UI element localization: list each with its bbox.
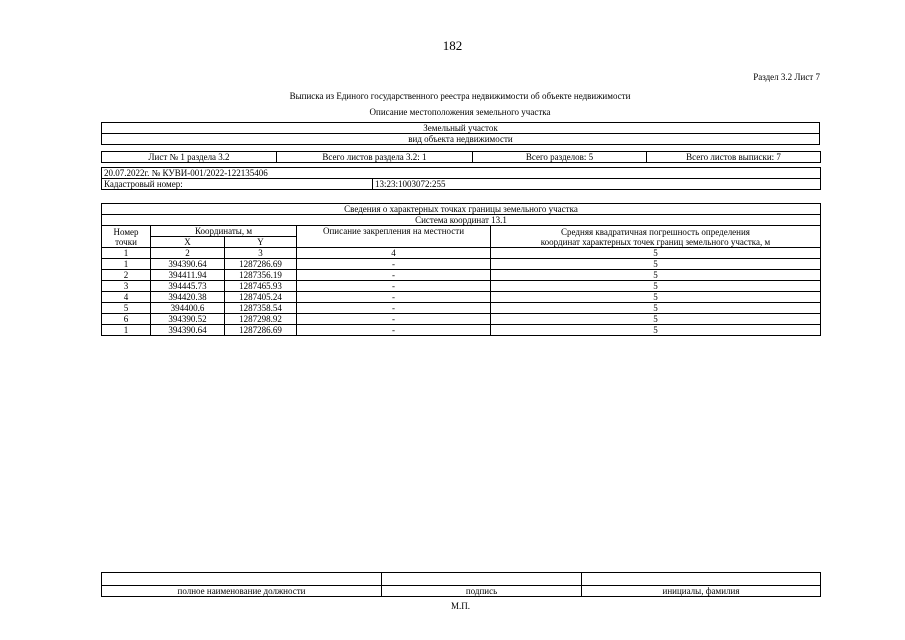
sheet-number: Лист № 1 раздела 3.2 — [102, 152, 277, 163]
table-row — [102, 325, 821, 336]
col-x: X — [151, 237, 225, 248]
point-number: 5 — [102, 303, 151, 314]
point-description: - — [297, 281, 491, 292]
document-title: Выписка из Единого государственного реестра недвижимости об объекте недвижимости — [289, 91, 631, 101]
point-x: 394420.38 — [151, 292, 225, 303]
col-error-line1: Средняя квадратичная погрешность определения — [561, 226, 750, 237]
table-row — [102, 281, 821, 292]
point-x: 394390.64 — [151, 259, 225, 270]
coordinate-system: Система координат 13.1 — [102, 215, 821, 226]
col-coordinates: Координаты, м — [151, 226, 297, 237]
index-cell: 2 — [151, 248, 225, 259]
signature-table — [101, 572, 821, 597]
point-description: - — [297, 314, 491, 325]
point-number: 1 — [102, 325, 151, 336]
boundary-points-table — [101, 203, 821, 336]
point-y: 1287465.93 — [225, 281, 297, 292]
point-error: 5 — [491, 314, 821, 325]
point-number: 6 — [102, 314, 151, 325]
point-error: 5 — [491, 259, 821, 270]
point-x: 394390.64 — [151, 325, 225, 336]
point-y: 1287286.69 — [225, 259, 297, 270]
index-cell: 5 — [491, 248, 821, 259]
point-y: 1287298.92 — [225, 314, 297, 325]
extract-sheets-total: Всего листов выписки: 7 — [647, 152, 821, 163]
cadastral-number-label: Кадастровый номер: — [102, 179, 373, 190]
signature-field — [382, 573, 582, 586]
point-x: 394390.52 — [151, 314, 225, 325]
position-field — [102, 573, 382, 586]
index-cell: 1 — [102, 248, 151, 259]
point-y: 1287358.54 — [225, 303, 297, 314]
col-description: Описание закрепления на местности — [297, 226, 491, 248]
object-type: Земельный участок — [102, 123, 820, 134]
index-cell: 4 — [297, 248, 491, 259]
point-x: 394445.73 — [151, 281, 225, 292]
point-y: 1287286.69 — [225, 325, 297, 336]
stamp-label: М.П. — [450, 601, 470, 611]
point-number: 3 — [102, 281, 151, 292]
point-error: 5 — [491, 325, 821, 336]
document-subtitle: Описание местоположения земельного участка — [369, 107, 551, 117]
point-x: 394411.94 — [151, 270, 225, 281]
point-error: 5 — [491, 292, 821, 303]
section-sheets-total: Всего листов раздела 3.2: 1 — [277, 152, 473, 163]
signature-caption: подпись — [382, 586, 582, 597]
point-description: - — [297, 259, 491, 270]
point-number: 1 — [102, 259, 151, 270]
table-row — [102, 303, 821, 314]
object-header-table — [101, 122, 820, 145]
sheet-info-table — [101, 151, 821, 163]
col-error — [491, 226, 821, 248]
col-point-number-line2: точки — [115, 236, 137, 247]
points-table-title: Сведения о характерных точках границы земельного участка — [102, 204, 821, 215]
table-row — [102, 270, 821, 281]
point-error: 5 — [491, 303, 821, 314]
point-x: 394400.6 — [151, 303, 225, 314]
point-number: 2 — [102, 270, 151, 281]
name-caption: инициалы, фамилия — [582, 586, 821, 597]
name-field — [582, 573, 821, 586]
point-description: - — [297, 325, 491, 336]
cadastral-number-value: 13:23:1003072:255 — [373, 179, 821, 190]
table-row — [102, 259, 821, 270]
point-number: 4 — [102, 292, 151, 303]
sections-total: Всего разделов: 5 — [473, 152, 647, 163]
point-error: 5 — [491, 270, 821, 281]
table-row — [102, 314, 821, 325]
index-cell: 3 — [225, 248, 297, 259]
col-point-number-line1: Номер — [113, 226, 139, 237]
point-y: 1287405.24 — [225, 292, 297, 303]
point-description: - — [297, 270, 491, 281]
point-y: 1287356.19 — [225, 270, 297, 281]
col-error-line2: координат характерных точек границ земельного участка, м — [540, 236, 771, 247]
col-point-number — [102, 226, 151, 248]
col-y: Y — [225, 237, 297, 248]
cadastral-table — [101, 167, 821, 190]
table-row — [102, 292, 821, 303]
page-number: 182 — [442, 38, 463, 53]
section-sheet-label: Раздел 3.2 Лист 7 — [753, 72, 820, 82]
point-description: - — [297, 303, 491, 314]
position-caption: полное наименование должности — [102, 586, 382, 597]
point-description: - — [297, 292, 491, 303]
extract-date-number: 20.07.2022г. № КУВИ-001/2022-122135406 — [102, 168, 821, 179]
object-type-caption: вид объекта недвижимости — [102, 134, 820, 145]
point-error: 5 — [491, 281, 821, 292]
